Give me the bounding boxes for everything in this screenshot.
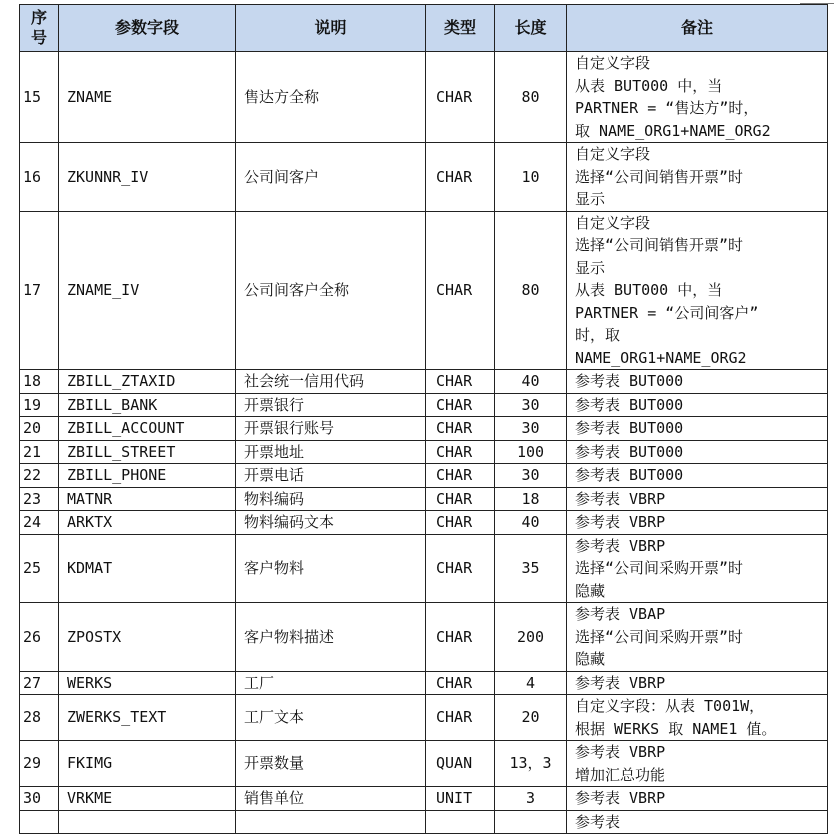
cell-seq: 29 [20, 741, 59, 787]
cell-length: 30 [495, 464, 567, 488]
cell-length [495, 810, 567, 834]
table-row [20, 370, 828, 394]
cell-type: CHAR [426, 671, 495, 695]
table-row [20, 511, 828, 535]
cell-length: 80 [495, 52, 567, 143]
cell-seq: 15 [20, 52, 59, 143]
header-note: 备注 [567, 5, 828, 52]
cell-seq: 21 [20, 440, 59, 464]
cell-desc: 客户物料描述 [236, 603, 426, 672]
cell-field: WERKS [59, 671, 236, 695]
cell-type: CHAR [426, 511, 495, 535]
cell-note: 参考表 VBRP [567, 487, 828, 511]
cell-seq: 23 [20, 487, 59, 511]
cell-type: CHAR [426, 440, 495, 464]
header-row [20, 5, 828, 52]
table-row [20, 787, 828, 811]
cell-length: 40 [495, 511, 567, 535]
cell-seq: 22 [20, 464, 59, 488]
cell-note: 参考表 VBRP [567, 671, 828, 695]
cell-field: FKIMG [59, 741, 236, 787]
cell-note: 自定义字段 选择“公司间销售开票”时 显示 [567, 143, 828, 212]
cell-note: 参考表 [567, 810, 828, 834]
cell-field: ZKUNNR_IV [59, 143, 236, 212]
table-row [20, 534, 828, 603]
table-row [20, 695, 828, 741]
cell-length: 3 [495, 787, 567, 811]
cell-field: ARKTX [59, 511, 236, 535]
cell-seq: 17 [20, 211, 59, 370]
cell-type: CHAR [426, 370, 495, 394]
field-spec-table [19, 4, 828, 834]
cell-note: 参考表 VBRP [567, 511, 828, 535]
cell-field: ZBILL_ZTAXID [59, 370, 236, 394]
cell-length: 13，3 [495, 741, 567, 787]
cell-seq: 20 [20, 417, 59, 441]
cell-note: 自定义字段：从表 T001W， 根据 WERKS 取 NAME1 值。 [567, 695, 828, 741]
cell-desc: 开票电话 [236, 464, 426, 488]
table-row [20, 143, 828, 212]
cell-length: 30 [495, 393, 567, 417]
cell-field: KDMAT [59, 534, 236, 603]
cell-type: CHAR [426, 143, 495, 212]
cell-length: 40 [495, 370, 567, 394]
cell-desc [236, 810, 426, 834]
cell-note: 参考表 VBRP 选择“公司间采购开票”时 隐藏 [567, 534, 828, 603]
cell-type: CHAR [426, 534, 495, 603]
field-spec-table-wrapper [19, 4, 828, 834]
header-type: 类型 [426, 5, 495, 52]
cell-note: 参考表 VBRP 增加汇总功能 [567, 741, 828, 787]
cell-seq: 30 [20, 787, 59, 811]
cell-desc: 销售单位 [236, 787, 426, 811]
cell-length: 100 [495, 440, 567, 464]
cell-seq: 27 [20, 671, 59, 695]
cell-note: 参考表 VBRP [567, 787, 828, 811]
cell-desc: 公司间客户 [236, 143, 426, 212]
cell-seq: 18 [20, 370, 59, 394]
cell-desc: 物料编码 [236, 487, 426, 511]
cell-type: CHAR [426, 487, 495, 511]
cell-note: 参考表 BUT000 [567, 370, 828, 394]
cell-length: 10 [495, 143, 567, 212]
header-seq: 序号 [20, 5, 59, 52]
cell-field: ZBILL_BANK [59, 393, 236, 417]
cell-type: CHAR [426, 211, 495, 370]
cell-note: 自定义字段 选择“公司间销售开票”时 显示 从表 BUT000 中，当 PARTNER = “公司间客户” 时，取 NAME_ORG1+NAME_ORG2 [567, 211, 828, 370]
table-row [20, 464, 828, 488]
cell-field: ZBILL_PHONE [59, 464, 236, 488]
cell-type: CHAR [426, 603, 495, 672]
cell-desc: 物料编码文本 [236, 511, 426, 535]
table-row [20, 211, 828, 370]
cell-desc: 公司间客户全称 [236, 211, 426, 370]
cell-desc: 社会统一信用代码 [236, 370, 426, 394]
cell-type: CHAR [426, 695, 495, 741]
cell-type: UNIT [426, 787, 495, 811]
cell-field: ZPOSTX [59, 603, 236, 672]
cell-seq: 16 [20, 143, 59, 212]
table-row [20, 52, 828, 143]
cell-desc: 开票银行账号 [236, 417, 426, 441]
cell-type: CHAR [426, 464, 495, 488]
cell-length: 20 [495, 695, 567, 741]
cell-length: 30 [495, 417, 567, 441]
table-row [20, 671, 828, 695]
cell-type: QUAN [426, 741, 495, 787]
cell-note: 参考表 BUT000 [567, 417, 828, 441]
cell-type [426, 810, 495, 834]
cell-note: 自定义字段 从表 BUT000 中，当 PARTNER = “售达方”时， 取 NAME_ORG1+NAME_ORG2 [567, 52, 828, 143]
cell-seq [20, 810, 59, 834]
table-row [20, 487, 828, 511]
cell-field: VRKME [59, 787, 236, 811]
cell-seq: 19 [20, 393, 59, 417]
table-row [20, 603, 828, 672]
cell-desc: 开票数量 [236, 741, 426, 787]
header-length: 长度 [495, 5, 567, 52]
cell-type: CHAR [426, 52, 495, 143]
table-row [20, 393, 828, 417]
cell-note: 参考表 BUT000 [567, 440, 828, 464]
header-desc: 说明 [236, 5, 426, 52]
cell-field: ZNAME [59, 52, 236, 143]
table-row [20, 810, 828, 834]
cell-note: 参考表 BUT000 [567, 393, 828, 417]
cell-field: ZBILL_ACCOUNT [59, 417, 236, 441]
cell-desc: 客户物料 [236, 534, 426, 603]
table-row [20, 440, 828, 464]
cell-type: CHAR [426, 417, 495, 441]
cell-note: 参考表 BUT000 [567, 464, 828, 488]
cell-type: CHAR [426, 393, 495, 417]
cell-seq: 24 [20, 511, 59, 535]
cell-field: MATNR [59, 487, 236, 511]
table-row [20, 417, 828, 441]
cell-desc: 工厂 [236, 671, 426, 695]
cell-seq: 25 [20, 534, 59, 603]
cell-desc: 开票地址 [236, 440, 426, 464]
cell-seq: 28 [20, 695, 59, 741]
cell-field: ZWERKS_TEXT [59, 695, 236, 741]
cell-length: 35 [495, 534, 567, 603]
cell-field [59, 810, 236, 834]
cell-desc: 开票银行 [236, 393, 426, 417]
cell-length: 200 [495, 603, 567, 672]
header-field: 参数字段 [59, 5, 236, 52]
table-row [20, 741, 828, 787]
cell-desc: 工厂文本 [236, 695, 426, 741]
cell-length: 4 [495, 671, 567, 695]
cell-seq: 26 [20, 603, 59, 672]
cell-length: 18 [495, 487, 567, 511]
cell-length: 80 [495, 211, 567, 370]
table-body [20, 52, 828, 834]
cell-note: 参考表 VBAP 选择“公司间采购开票”时 隐藏 [567, 603, 828, 672]
cell-field: ZNAME_IV [59, 211, 236, 370]
cell-field: ZBILL_STREET [59, 440, 236, 464]
cell-desc: 售达方全称 [236, 52, 426, 143]
